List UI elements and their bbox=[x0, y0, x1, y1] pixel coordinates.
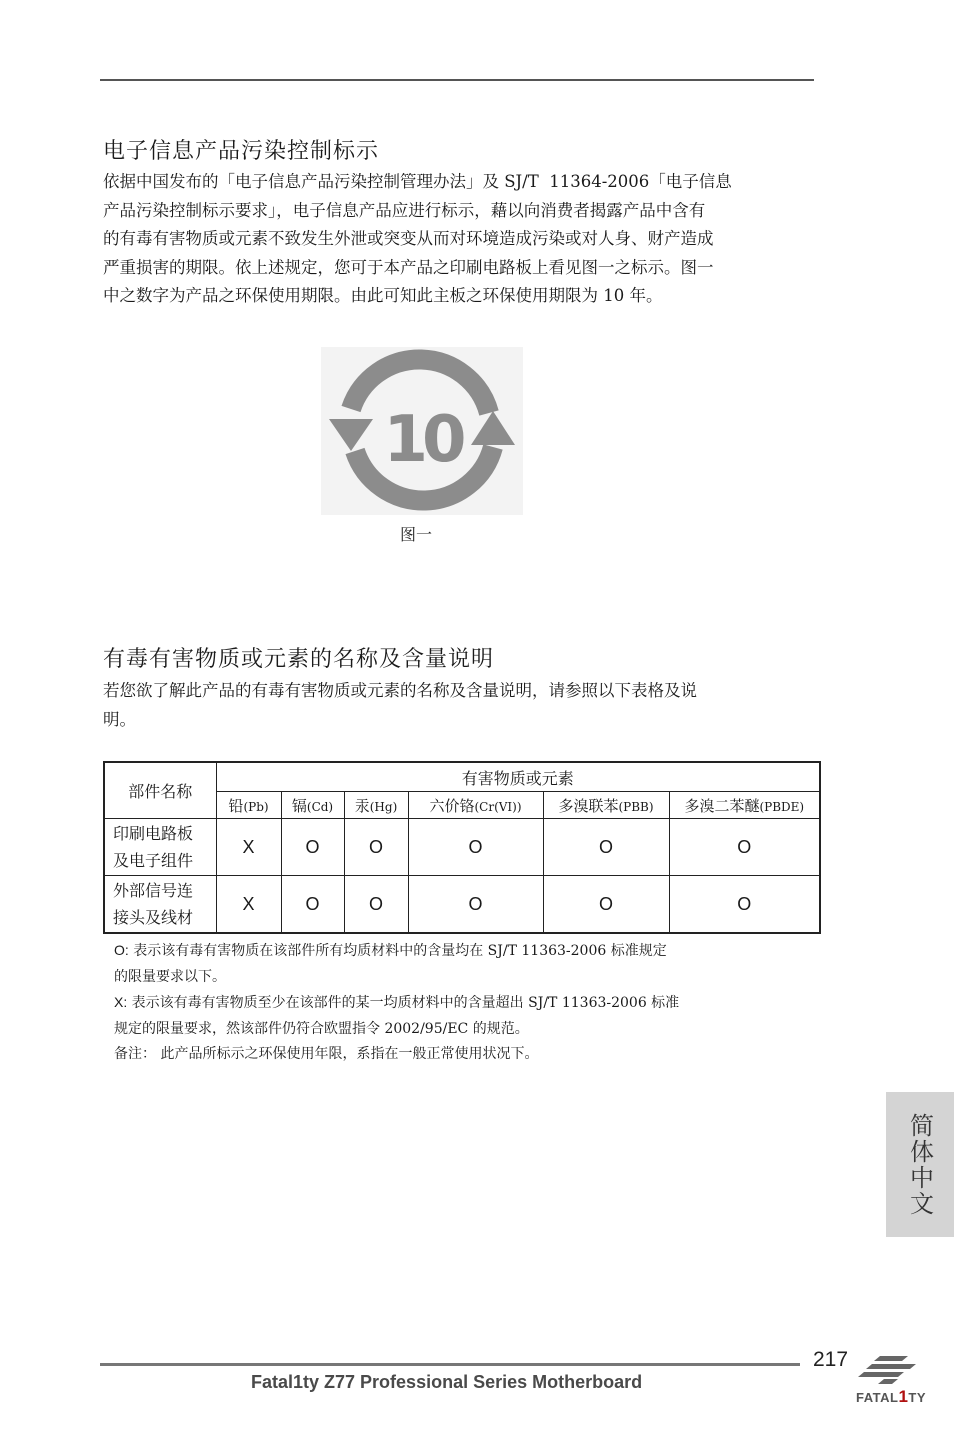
substances-paragraph bbox=[103, 677, 819, 734]
value-cell: O bbox=[669, 819, 820, 876]
table-header-row bbox=[104, 762, 820, 792]
paragraph-line: 中之数字为产品之环保使用期限。由此可知此主板之环保使用期限为 10 年。 bbox=[103, 286, 663, 305]
value-cell: O bbox=[408, 819, 543, 876]
value-cell: O bbox=[281, 819, 344, 876]
value-cell: O bbox=[344, 819, 408, 876]
value-cell: X bbox=[216, 819, 281, 876]
language-tab bbox=[886, 1092, 954, 1237]
column-header bbox=[543, 792, 669, 819]
table-row bbox=[104, 819, 820, 876]
value-cell: O bbox=[281, 876, 344, 934]
note-text: 表示该有毒有害物质在该部件所有均质材料中的含量均在 SJ/T 11363-2006 标准规定 bbox=[128, 943, 667, 959]
column-name: 汞 bbox=[354, 796, 370, 815]
note-x bbox=[114, 990, 794, 1017]
column-header bbox=[669, 792, 820, 819]
column-abbr: (Cr(VI)) bbox=[474, 799, 522, 814]
column-name: 镉 bbox=[291, 796, 307, 815]
paragraph-line: 明。 bbox=[103, 709, 136, 729]
part-name-cell bbox=[104, 876, 216, 934]
note-text: 规定的限量要求，然该部件仍符合欧盟指令 2002/95/EC 的规范。 bbox=[114, 1020, 529, 1037]
part-name-line: 外部信号连 bbox=[113, 881, 194, 900]
column-header bbox=[281, 792, 344, 819]
recycle-10-icon bbox=[321, 347, 523, 515]
page-number: 217 bbox=[813, 1348, 849, 1371]
part-name-line: 及电子组件 bbox=[113, 851, 194, 870]
section-title-substances: 有毒有害物质或元素的名称及含量说明 bbox=[103, 647, 495, 672]
figure-caption: 图一 bbox=[400, 525, 433, 544]
note-remark: 备注： 此产品所标示之环保使用年限，系指在一般正常使用状况下。 bbox=[114, 1046, 539, 1062]
fatal1ty-wordmark bbox=[856, 1387, 926, 1407]
language-tab-label: 简体中文 bbox=[905, 1112, 934, 1217]
column-name: 多溴联苯 bbox=[558, 796, 619, 815]
column-name: 六价铬 bbox=[429, 796, 475, 815]
substance-group-header: 有害物质或元素 bbox=[216, 762, 820, 792]
epup-10-logo bbox=[321, 347, 523, 515]
logo-number: 10 bbox=[383, 403, 461, 477]
column-header bbox=[408, 792, 543, 819]
paragraph-line: 严重损害的期限。依上述规定，您可于本产品之印刷电路板上看见图一之标示。图一 bbox=[103, 257, 714, 277]
marking-paragraph bbox=[103, 168, 819, 311]
hazardous-substances-table bbox=[103, 761, 821, 934]
value-cell: O bbox=[543, 819, 669, 876]
fatal1ty-wing-icon bbox=[854, 1352, 934, 1388]
value-cell: O bbox=[669, 876, 820, 934]
part-name-line: 印刷电路板 bbox=[113, 824, 194, 843]
column-name: 铅 bbox=[228, 796, 244, 815]
column-abbr: (Cd) bbox=[306, 799, 334, 814]
note-text: 表示该有毒有害物质至少在该部件的某一均质材料中的含量超出 SJ/T 11363-2006 标准 bbox=[127, 995, 680, 1011]
paragraph-line: 若您欲了解此产品的有毒有害物质或元素的名称及含量说明，请参照以下表格及说 bbox=[103, 681, 697, 700]
brand-text: TY bbox=[908, 1390, 927, 1405]
value-cell: O bbox=[344, 876, 408, 934]
column-abbr: (PBB) bbox=[618, 799, 654, 814]
column-abbr: (Pb) bbox=[243, 799, 269, 814]
section-title-marking: 电子信息产品污染控制标示 bbox=[103, 139, 380, 164]
part-name-line: 接头及线材 bbox=[113, 908, 194, 927]
paragraph-line: 的有毒有害物质或元素不致发生外泄或突变从而对环境造成污染或对人身、财产造成 bbox=[103, 229, 714, 248]
paragraph-line: 依据中国发布的「电子信息产品污染控制管理办法」及 SJ/T 11364-2006「电子信息 bbox=[103, 172, 732, 191]
column-abbr: (PBDE) bbox=[759, 799, 805, 814]
column-header bbox=[216, 792, 281, 819]
value-cell: X bbox=[216, 876, 281, 934]
table-row bbox=[104, 876, 820, 934]
footer-title: Fatal1ty Z77 Professional Series Motherboard bbox=[251, 1372, 643, 1392]
paragraph-line: 产品污染控制标示要求」，电子信息产品应进行标示，藉以向消费者揭露产品中含有 bbox=[103, 200, 706, 220]
part-name-cell bbox=[104, 819, 216, 876]
column-abbr: (Hg) bbox=[369, 799, 398, 814]
part-name-header: 部件名称 bbox=[104, 762, 216, 819]
column-header bbox=[344, 792, 408, 819]
note-mark: O: bbox=[114, 942, 129, 958]
top-rule bbox=[100, 79, 814, 81]
note-mark: X: bbox=[114, 994, 128, 1010]
value-cell: O bbox=[408, 876, 543, 934]
note-text: 的限量要求以下。 bbox=[114, 968, 226, 985]
note-o bbox=[114, 938, 794, 965]
table-notes bbox=[114, 938, 794, 1068]
bottom-rule bbox=[100, 1363, 800, 1366]
value-cell: O bbox=[543, 876, 669, 934]
column-name: 多溴二苯醚 bbox=[684, 796, 760, 815]
brand-text: FATAL bbox=[856, 1390, 899, 1405]
brand-text: 1 bbox=[898, 1387, 909, 1406]
